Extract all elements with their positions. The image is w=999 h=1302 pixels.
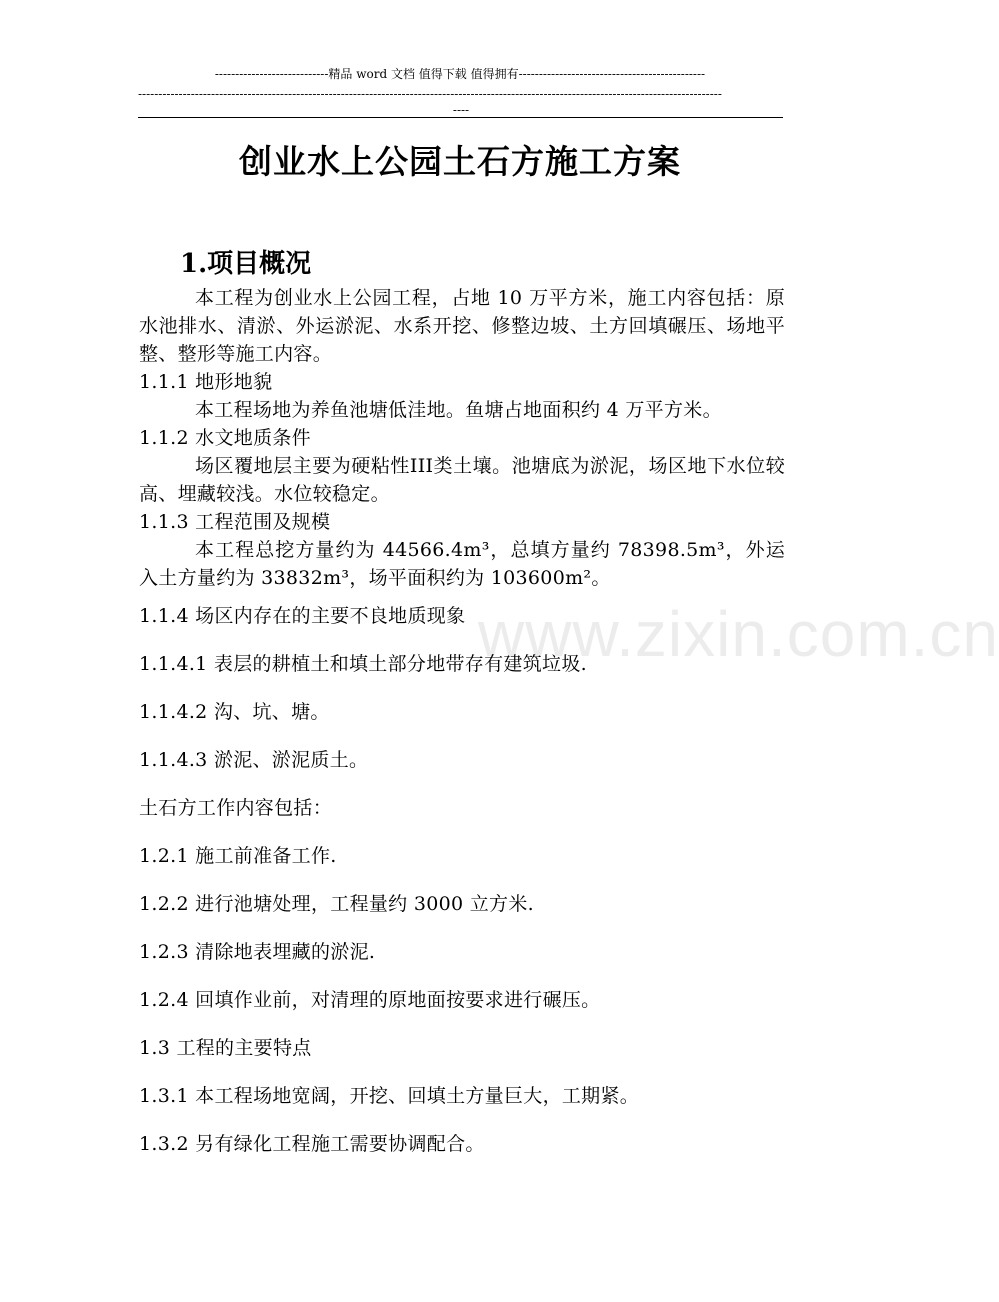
- heading-1-1-3: 1.1.3 工程范围及规模: [139, 511, 331, 533]
- line-1-1-4-2: 1.1.4.2 沟、坑、塘。: [139, 701, 330, 723]
- section-heading: 1.项目概况: [180, 249, 312, 279]
- body-1-1-1: 本工程场地为养鱼池塘低洼地。鱼塘占地面积约 4 万平方米。: [195, 399, 722, 421]
- heading-1-1-1: 1.1.1 地形地貌: [139, 371, 273, 393]
- line-1-3: 1.3 工程的主要特点: [139, 1037, 312, 1059]
- header-rule: [138, 117, 783, 118]
- header-dash-tail: ----: [452, 103, 470, 117]
- overview-paragraph: 本工程为创业水上公园工程，占地 10 万平方米，施工内容包括：原水池排水、清淤、外运淤泥、水系开挖、修整边坡、土方回填碾压、场地平整、整形等施工内容。: [139, 287, 785, 365]
- heading-1-1-2: 1.1.2 水文地质条件: [139, 427, 311, 449]
- header-banner: ----------------------------精品 word 文档 值得下载 值得拥有----------------------------------------------: [214, 67, 706, 81]
- line-1-2-3: 1.2.3 清除地表埋藏的淤泥.: [139, 941, 376, 963]
- line-earthwork-intro: 土石方工作内容包括：: [139, 797, 333, 819]
- line-1-2-2: 1.2.2 进行池塘处理，工程量约 3000 立方米.: [139, 893, 534, 915]
- watermark: www.zixin.com.cn: [478, 598, 999, 670]
- line-1-1-4-1: 1.1.4.1 表层的耕植土和填土部分地带存有建筑垃圾.: [139, 653, 587, 675]
- line-1-2-4: 1.2.4 回填作业前，对清理的原地面按要求进行碾压。: [139, 989, 601, 1011]
- line-1-3-1: 1.3.1 本工程场地宽阔，开挖、回填土方量巨大，工期紧。: [139, 1085, 640, 1107]
- line-1-3-2: 1.3.2 另有绿化工程施工需要协调配合。: [139, 1133, 485, 1155]
- line-1-1-4: 1.1.4 场区内存在的主要不良地质现象: [139, 605, 466, 627]
- document-title: 创业水上公园土石方施工方案: [239, 142, 681, 181]
- body-1-1-3: 本工程总挖方量约为 44566.4m³，总填方量约 78398.5m³，外运入土方量约为 33832m³，场平面积约为 103600m²。: [139, 539, 785, 589]
- body-1-1-2: 场区覆地层主要为硬粘性III类土壤。池塘底为淤泥，场区地下水位较高、埋藏较浅。水位较稳定。: [139, 455, 785, 505]
- line-1-1-4-3: 1.1.4.3 淤泥、淤泥质土。: [139, 749, 369, 771]
- line-1-2-1: 1.2.1 施工前准备工作.: [139, 845, 337, 867]
- header-dash-line: ------------------------------------------------------------------------------------------------------------------------------------------------: [138, 87, 722, 101]
